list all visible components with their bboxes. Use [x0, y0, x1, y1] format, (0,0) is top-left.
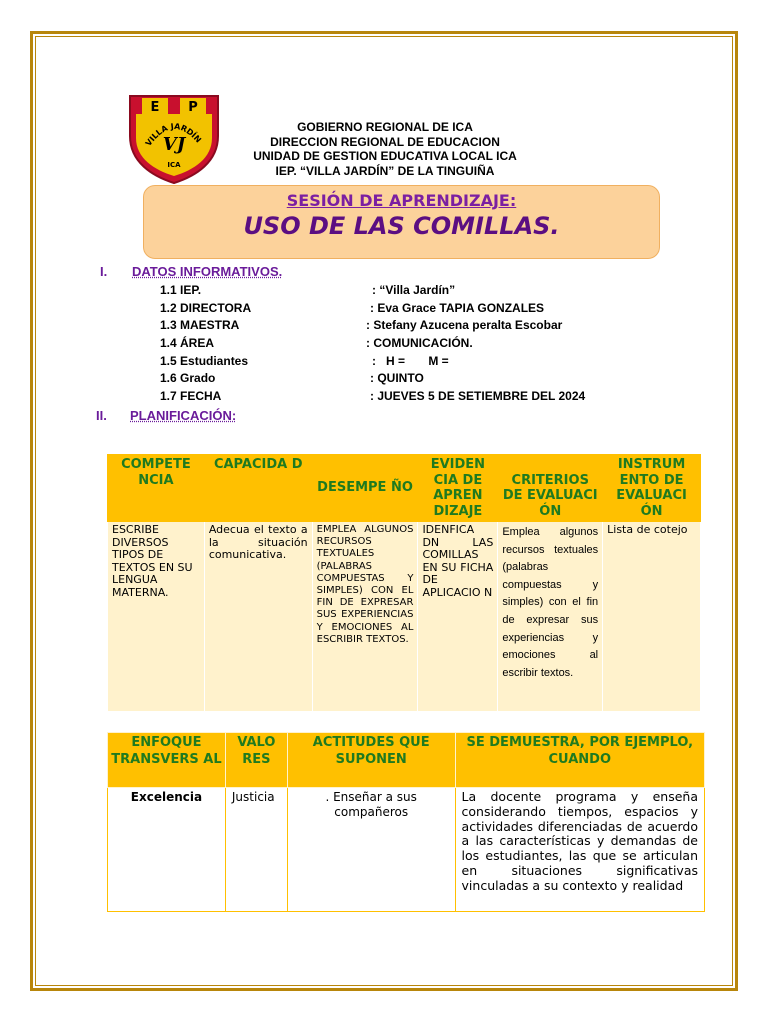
cell-criterios: Emplea algunos recursos textuales (palabras compuestas y simples) con el fin de expresar sus experiencias y emociones al escribir textos. — [498, 522, 603, 712]
header-competencia: COMPETE NCIA — [108, 455, 205, 522]
table-header-row — [108, 455, 701, 522]
svg-text:VILLA JARDÍN: VILLA JARDÍN — [143, 121, 203, 148]
cell-actitudes: . Enseñar a sus compañeros — [287, 788, 455, 912]
info-value: : Eva Grace TAPIA GONZALES — [370, 300, 545, 315]
school-crest-logo — [124, 92, 224, 184]
cell-instrumento: Lista de cotejo — [603, 522, 701, 712]
info-value: : “Villa Jardín” — [372, 283, 456, 297]
section-number: II. — [96, 408, 107, 423]
header-valores: VALO RES — [225, 733, 287, 788]
info-value: : QUINTO — [370, 371, 424, 386]
table-row — [108, 522, 701, 712]
section-number: I. — [100, 264, 108, 279]
session-title-banner — [143, 185, 660, 259]
info-key: 1.5 Estudiantes — [160, 353, 249, 368]
info-value: : COMUNICACIÓN. — [366, 336, 473, 351]
info-key: 1.1 IEP. — [160, 283, 202, 297]
cell-evidencia: IDENFICA DN LAS COMILLAS EN SU FICHA DE APLICACIO N — [418, 522, 498, 712]
header-line: DIRECCION REGIONAL DE EDUCACION — [270, 134, 500, 149]
section-heading: PLANIFICACIÓN: — [130, 408, 237, 423]
cell-enfoque: Excelencia — [108, 788, 226, 912]
header-desempeno: DESEMPE ÑO — [312, 455, 418, 522]
cell-competencia: ESCRIBE DIVERSOS TIPOS DE TEXTOS EN SU LENGUA MATERNA. — [108, 522, 205, 712]
info-value: : JUEVES 5 DE SETIEMBRE DEL 2024 — [370, 389, 586, 404]
info-key: 1.4 ÁREA — [160, 336, 215, 351]
header-criterios: CRITERIOS DE EVALUACI ÓN — [498, 455, 603, 522]
header-line: GOBIERNO REGIONAL DE ICA — [297, 120, 473, 134]
cell-desempeno: EMPLEA ALGUNOS RECURSOS TEXTUALES (PALABRAS COMPUESTAS Y SIMPLES) CON EL FIN DE EXPRESAR SUS EXPERIENCIAS Y EMOCIONES AL ESCRIBIR TEXTOS. — [312, 522, 418, 712]
section-heading: DATOS INFORMATIVOS. — [132, 264, 283, 279]
table-header-row — [108, 733, 705, 788]
header-enfoque: ENFOQUE TRANSVERS AL — [108, 733, 226, 788]
info-value: : H = M = — [372, 353, 449, 368]
table-row — [108, 788, 705, 912]
header-se-demuestra: SE DEMUESTRA, POR EJEMPLO, CUANDO — [455, 733, 704, 788]
svg-text:P: P — [188, 100, 198, 115]
header-evidencia: EVIDEN CIA DE APREN DIZAJE — [418, 455, 498, 522]
header-instrumento: INSTRUM ENTO DE EVALUACI ÓN — [603, 455, 701, 522]
cell-capacidad: Adecua el texto a la situación comunicativa. — [204, 522, 312, 712]
info-key: 1.2 DIRECTORA — [160, 300, 252, 315]
header-line: IEP. “VILLA JARDÍN” DE LA TINGUIÑA — [275, 163, 495, 178]
cell-valores: Justicia — [225, 788, 287, 912]
info-value: : Stefany Azucena peralta Escobar — [366, 318, 563, 333]
info-key: 1.6 Grado — [160, 371, 216, 386]
svg-text:ICA: ICA — [167, 161, 181, 169]
session-title: USO DE LAS COMILLAS. — [243, 212, 560, 240]
institution-header — [230, 120, 540, 178]
header-actitudes: ACTITUDES QUE SUPONEN — [287, 733, 455, 788]
cell-se-demuestra: La docente programa y enseña considerando tiempos, espacios y actividades diferenciadas de acuerdo a las características y demandas de los estudiantes, las que se articulan en situaciones significativas vinculadas a su contexto y realidad — [455, 788, 704, 912]
info-key: 1.3 MAESTRA — [160, 318, 240, 333]
planning-table — [107, 454, 701, 712]
svg-text:VJ: VJ — [162, 134, 186, 155]
header-line: UNIDAD DE GESTION EDUCATIVA LOCAL ICA — [253, 149, 517, 163]
info-key: 1.7 FECHA — [160, 389, 222, 404]
svg-text:E: E — [150, 100, 160, 115]
header-capacidad: CAPACIDA D — [204, 455, 312, 522]
transversal-table — [107, 732, 705, 912]
session-subtitle: SESIÓN DE APRENDIZAJE: — [286, 191, 517, 210]
